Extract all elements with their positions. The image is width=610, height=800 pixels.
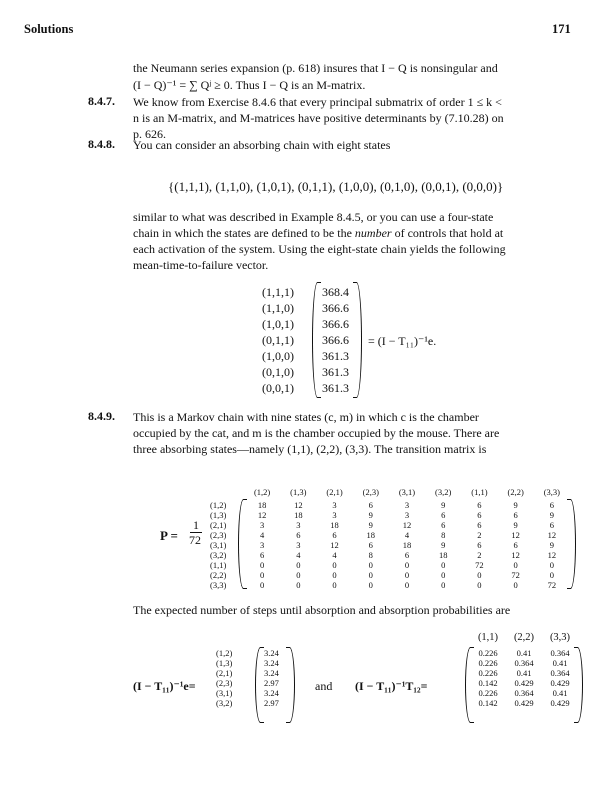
p-row-label: (3,2) — [210, 550, 227, 560]
p-matrix-cell: 3 — [404, 500, 410, 510]
absorption-cell: 0.226 — [478, 658, 498, 668]
p-matrix-cell: 6 — [549, 520, 554, 530]
mttf-label: (0,1,1) — [262, 333, 294, 347]
p-row-label-row — [210, 550, 226, 560]
p-matrix-cell: 12 — [511, 530, 520, 540]
steps-value: 3.24 — [264, 648, 279, 658]
steps-value: 3.24 — [264, 658, 279, 668]
p-matrix-row — [244, 510, 570, 520]
absorption-col-header: (3,3) — [549, 632, 571, 643]
fraction-numerator: 1 — [190, 518, 202, 533]
p-matrix-cell: 3 — [296, 520, 301, 530]
p-matrix-cell: 0 — [549, 570, 554, 580]
p-matrix-row — [244, 520, 570, 530]
p-row-label: (3,3) — [210, 580, 227, 590]
mttf-label: (1,1,1) — [262, 285, 294, 299]
mttf-value: 361.3 — [322, 365, 349, 379]
p-matrix-cell: 0 — [477, 580, 482, 590]
mttf-value: 366.6 — [322, 333, 349, 347]
s847-line-1: We know from Exercise 8.4.6 that every principal submatrix of order 1 ≤ k < — [133, 95, 502, 109]
p-label: P = — [160, 528, 178, 543]
steps-value-row — [264, 688, 279, 698]
absorption-cell: 0.142 — [478, 678, 498, 688]
steps-value: 3.24 — [264, 668, 279, 678]
p-matrix-row — [244, 560, 570, 570]
p-matrix-cell: 3 — [332, 500, 337, 510]
mttf-label: (1,0,1) — [262, 317, 294, 331]
p-matrix-cell: 3 — [259, 540, 265, 550]
p-matrix-cell: 9 — [368, 510, 373, 520]
p-matrix-cell: 0 — [513, 580, 518, 590]
absorption-lhs: (I − T₁₁)⁻¹T₁₂= — [355, 679, 428, 693]
p-matrix-row — [244, 530, 570, 540]
p-col-header: (1,1) — [471, 487, 488, 497]
absorption-cell: 0.41 — [552, 658, 568, 668]
p-matrix-row — [244, 570, 570, 580]
p-matrix-cell: 0 — [368, 570, 373, 580]
p-row-label: (1,3) — [210, 510, 227, 520]
p-col-header: (1,3) — [290, 487, 307, 497]
steps-value-row — [264, 668, 279, 678]
right-paren — [353, 282, 362, 398]
p-matrix-cell: 6 — [441, 520, 446, 530]
absorption-cell: 0.364 — [550, 648, 570, 658]
mttf-label: (0,1,0) — [262, 365, 294, 379]
p-col-header: (2,3) — [362, 487, 379, 497]
p-matrix-cell: 9 — [441, 540, 446, 550]
mttf-value: 361.3 — [322, 381, 349, 395]
p-matrix-cell: 8 — [441, 530, 446, 540]
absorption-cell: 0.41 — [516, 668, 532, 678]
p-matrix-cell: 0 — [296, 560, 301, 570]
steps-label-row — [216, 658, 232, 668]
p-matrix-cell: 72 — [475, 560, 484, 570]
p-matrix-row — [244, 500, 570, 510]
steps-label: (3,2) — [216, 698, 233, 708]
p-matrix-cell: 18 — [438, 550, 448, 560]
p-matrix-cell: 6 — [441, 510, 446, 520]
p-matrix-cell: 0 — [477, 570, 482, 580]
absorption-cell: 0.226 — [478, 668, 498, 678]
p-matrix-cell: 0 — [404, 570, 410, 580]
p-matrix-cell: 0 — [332, 570, 337, 580]
p-matrix-cell: 6 — [477, 540, 482, 550]
absorption-col-header: (1,1) — [477, 632, 499, 643]
mttf-label: (1,1,0) — [262, 301, 294, 315]
mttf-label: (1,0,0) — [262, 349, 294, 363]
p-matrix-cell: 0 — [296, 580, 301, 590]
p-matrix-cell: 0 — [259, 560, 265, 570]
p-row-labels — [210, 488, 226, 590]
p-matrix-cell: 18 — [366, 530, 376, 540]
p-matrix-cell: 12 — [257, 510, 267, 520]
p-row-label: (1,2) — [210, 500, 227, 510]
steps-value-row — [264, 698, 279, 708]
p-col-header: (2,1) — [326, 487, 343, 497]
p-matrix-row — [244, 550, 570, 560]
p-matrix-cell: 72 — [547, 580, 557, 590]
p-row-label: (1,1) — [210, 560, 227, 570]
absorption-cell: 0.41 — [516, 648, 532, 658]
steps-vector — [255, 647, 295, 723]
absorption-row — [470, 648, 578, 658]
steps-value: 2.97 — [264, 698, 279, 708]
p-row-label: (3,1) — [210, 540, 227, 550]
p-row-label-row — [210, 520, 226, 530]
p-matrix-cell: 12 — [402, 520, 412, 530]
absorption-cell: 0.142 — [478, 698, 498, 708]
p-matrix-cell: 9 — [549, 510, 554, 520]
p-matrix-cell: 2 — [477, 530, 482, 540]
mttf-vector — [312, 282, 362, 398]
s847-line-2: n is an M-matrix, and M-matrices have positive determinants by (7.10.28) on — [133, 111, 504, 125]
p-row-label: (2,2) — [210, 570, 227, 580]
p-row-label-row — [210, 510, 226, 520]
p-matrix-cell: 3 — [296, 540, 301, 550]
p-matrix-cell: 6 — [332, 530, 337, 540]
p-row-label-row — [210, 580, 226, 590]
mttf-value: 361.3 — [322, 349, 349, 363]
p-matrix-cell: 6 — [368, 500, 373, 510]
steps-label: (2,1) — [216, 668, 233, 678]
steps-label: (1,2) — [216, 648, 233, 658]
steps-label-row — [216, 688, 232, 698]
running-header-left: Solutions — [24, 22, 74, 36]
absorption-row — [470, 688, 578, 698]
p-row-label-row — [210, 540, 226, 550]
absorption-col-header: (2,2) — [513, 632, 535, 643]
solution-number-8-4-7: 8.4.7. — [88, 94, 115, 108]
absorption-row — [470, 678, 578, 688]
p-row-label: (2,3) — [210, 530, 227, 540]
s848-line-4: each activation of the system. Using the eight-state chain yields the following — [133, 242, 506, 256]
p-matrix-row — [244, 540, 570, 550]
p-matrix-cell: 3 — [332, 510, 337, 520]
p-matrix-cell: 0 — [368, 560, 373, 570]
steps-lhs: (I − T₁₁)⁻¹e= — [133, 679, 196, 693]
mttf-rhs: = (I − T₁₁)⁻¹e. — [368, 334, 437, 348]
p-matrix-cell: 18 — [257, 500, 267, 510]
p-matrix-cell: 72 — [511, 570, 520, 580]
p-matrix-cell: 2 — [477, 550, 482, 560]
p-matrix-cell: 6 — [477, 520, 482, 530]
p-matrix-cell: 6 — [368, 540, 373, 550]
p-row-label-row — [210, 570, 226, 580]
p-matrix-cell: 6 — [259, 550, 265, 560]
steps-label-row — [216, 668, 232, 678]
steps-label-row — [216, 678, 232, 688]
solution-number-8-4-9: 8.4.9. — [88, 409, 115, 423]
absorption-matrix — [465, 647, 583, 723]
p-matrix-cell: 0 — [368, 580, 373, 590]
steps-value-row — [264, 648, 279, 658]
fraction-1-72 — [190, 518, 202, 547]
steps-value: 3.24 — [264, 688, 279, 698]
p-row-label-row — [210, 530, 226, 540]
steps-value-row — [264, 658, 279, 668]
p-matrix-cell: 6 — [513, 540, 518, 550]
absorption-cell: 0.364 — [514, 658, 534, 668]
absorption-col-headers — [470, 632, 578, 644]
p-row-label: (2,1) — [210, 520, 227, 530]
absorption-cell: 0.429 — [550, 698, 570, 708]
p-matrix-cell: 4 — [296, 550, 301, 560]
right-paren — [286, 647, 295, 723]
p-matrix-cell: 6 — [404, 550, 410, 560]
steps-value-row — [264, 678, 279, 688]
steps-value: 2.97 — [264, 678, 279, 688]
p-matrix-cell: 0 — [296, 570, 301, 580]
p-matrix-cell: 12 — [547, 550, 557, 560]
steps-label: (3,1) — [216, 688, 233, 698]
steps-label: (1,3) — [216, 658, 233, 668]
p-col-headers — [244, 487, 570, 497]
p-matrix-cell: 0 — [404, 580, 410, 590]
mttf-label: (0,0,1) — [262, 381, 294, 395]
p-col-header: (1,2) — [253, 487, 271, 497]
p-col-header: (3,2) — [435, 487, 452, 497]
p-col-header: (3,1) — [398, 487, 416, 497]
p-matrix-cell: 0 — [441, 570, 446, 580]
p-matrix-cell: 12 — [511, 550, 520, 560]
absorption-cell: 0.226 — [478, 688, 498, 698]
s849-line-2: occupied by the cat, and m is the chamber occupied by the mouse. There are — [133, 426, 500, 440]
p-matrix-cell: 18 — [294, 510, 303, 520]
p-matrix-cell: 4 — [259, 530, 265, 540]
s848-line-1: You can consider an absorbing chain with eight states — [133, 138, 391, 152]
p-matrix-cell: 0 — [332, 580, 337, 590]
p-matrix-cell: 0 — [441, 560, 446, 570]
s847-line-3: p. 626. — [133, 127, 166, 141]
steps-label-row — [216, 698, 232, 708]
p-matrix-cell: 9 — [513, 520, 518, 530]
absorption-cell: 0.41 — [552, 688, 568, 698]
p-matrix-cell: 6 — [477, 510, 482, 520]
p-col-header: (3,3) — [543, 487, 561, 497]
left-paren — [312, 282, 321, 398]
p-matrix-cell: 18 — [330, 520, 339, 530]
mttf-value: 368.4 — [322, 285, 349, 299]
p-row-label-row — [210, 500, 226, 510]
intro-line-1: the Neumann series expansion (p. 618) insures that I − Q is nonsingular and — [133, 61, 498, 75]
fraction-denominator: 72 — [189, 533, 201, 547]
p-matrix-cell: 0 — [441, 580, 446, 590]
p-matrix-cell: 12 — [330, 540, 339, 550]
p-matrix-cell: 9 — [441, 500, 446, 510]
steps-row-labels — [216, 648, 232, 708]
p-matrix-cell: 4 — [332, 550, 337, 560]
p-matrix-cell: 6 — [549, 500, 554, 510]
emphasis-number: number — [354, 226, 392, 240]
mttf-value: 366.6 — [322, 317, 349, 331]
solution-number-8-4-8: 8.4.8. — [88, 137, 115, 151]
p-matrix-cell: 6 — [477, 500, 482, 510]
p-matrix-cell: 6 — [513, 510, 518, 520]
p-matrix-cell: 3 — [259, 520, 265, 530]
s849-after: The expected number of steps until absorption and absorption probabilities are — [133, 603, 511, 617]
p-row-label-row — [210, 560, 226, 570]
p-matrix-cell: 0 — [259, 570, 265, 580]
steps-label-row — [216, 648, 232, 658]
page-number: 171 — [552, 22, 571, 36]
p-matrix-cell: 4 — [404, 530, 410, 540]
p-matrix-row — [244, 580, 570, 590]
s849-line-1: This is a Markov chain with nine states (c, m) in which c is the chamber — [133, 410, 479, 424]
p-matrix-cell: 9 — [513, 500, 518, 510]
mttf-state-labels — [262, 284, 294, 396]
absorption-cell: 0.364 — [550, 668, 570, 678]
s848-line-2: similar to what was described in Example 8.4.5, or you can use a four-state — [133, 210, 494, 224]
absorption-row — [470, 668, 578, 678]
absorption-row — [470, 698, 578, 708]
p-matrix-cell: 0 — [549, 560, 554, 570]
left-paren — [255, 647, 264, 723]
s848-line-3: chain in which the states are defined to be the number of controls that hold at — [133, 226, 504, 240]
state-set: {(1,1,1), (1,1,0), (1,0,1), (0,1,1), (1,0,0), (0,1,0), (0,0,1), (0,0,0)} — [168, 179, 504, 194]
p-matrix-cell: 0 — [259, 580, 265, 590]
and-word: and — [315, 679, 333, 693]
mttf-value: 366.6 — [322, 301, 349, 315]
absorption-row — [470, 658, 578, 668]
p-matrix-cell: 0 — [513, 560, 518, 570]
steps-label: (2,3) — [216, 678, 233, 688]
p-matrix-cell: 0 — [332, 560, 337, 570]
absorption-cell: 0.226 — [478, 648, 498, 658]
p-matrix-cell: 3 — [404, 510, 410, 520]
absorption-cell: 0.364 — [514, 688, 534, 698]
absorption-cell: 0.429 — [514, 698, 534, 708]
s848-line-5: mean-time-to-failure vector. — [133, 258, 269, 272]
intro-line-2: (I − Q)⁻¹ = ∑ Qʲ ≥ 0. Thus I − Q is an M-matrix. — [133, 78, 366, 92]
p-matrix-cell: 18 — [402, 540, 412, 550]
p-matrix-cell: 9 — [368, 520, 373, 530]
s849-line-3: three absorbing states—namely (1,1), (2,2), (3,3). The transition matrix is — [133, 442, 487, 456]
p-matrix-cell: 9 — [549, 540, 554, 550]
transition-matrix — [238, 499, 576, 589]
p-matrix-cell: 12 — [547, 530, 557, 540]
p-matrix-cell: 8 — [368, 550, 373, 560]
p-col-header: (2,2) — [507, 487, 524, 497]
absorption-cell: 0.429 — [550, 678, 570, 688]
p-matrix-cell: 12 — [294, 500, 303, 510]
p-matrix-cell: 0 — [404, 560, 410, 570]
p-matrix-cell: 6 — [296, 530, 301, 540]
absorption-cell: 0.429 — [514, 678, 534, 688]
